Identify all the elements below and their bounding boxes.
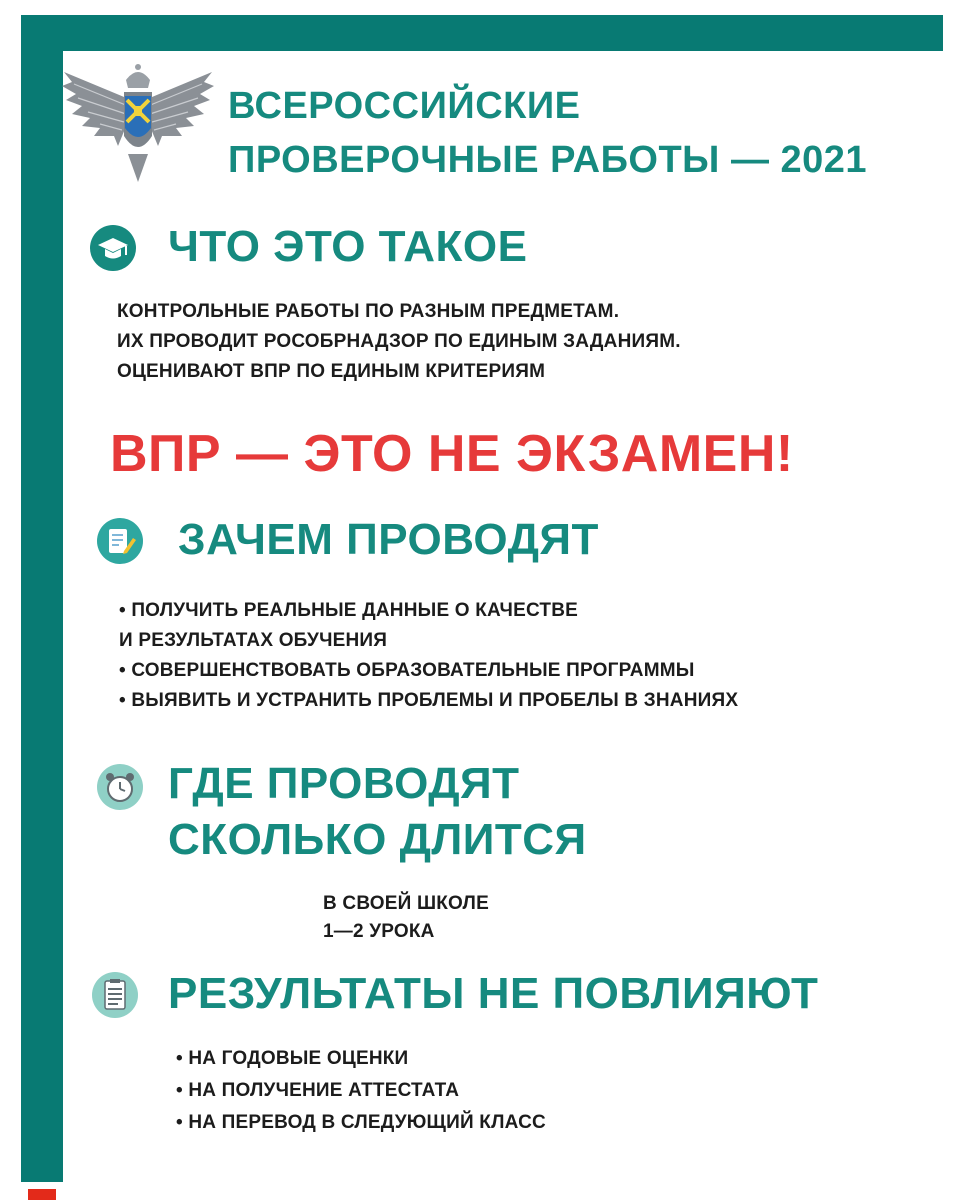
poster-title-line-2: ПРОВЕРОЧНЫЕ РАБОТЫ — 2021 xyxy=(228,139,868,181)
section-what-heading: ЧТО ЭТО ТАКОЕ xyxy=(168,222,528,271)
section-where-heading-line-1: ГДЕ ПРОВОДЯТ xyxy=(168,759,520,808)
what-line: ИХ ПРОВОДИТ РОСОБРНАДЗОР ПО ЕДИНЫМ ЗАДАНИЯМ. xyxy=(117,331,681,352)
list-item: • НА ПОЛУЧЕНИЕ АТТЕСТАТА xyxy=(176,1080,460,1101)
section-results-list xyxy=(176,1043,546,1139)
list-item: И РЕЗУЛЬТАТАХ ОБУЧЕНИЯ xyxy=(119,630,388,651)
checklist-icon xyxy=(92,972,138,1018)
where-line: 1—2 УРОКА xyxy=(323,921,435,942)
list-item: • НА ПЕРЕВОД В СЛЕДУЮЩИЙ КЛАСС xyxy=(176,1112,546,1133)
alarm-clock-icon xyxy=(97,764,143,810)
section-why-list xyxy=(119,596,738,716)
section-why-heading: ЗАЧЕМ ПРОВОДЯТ xyxy=(178,515,599,564)
list-item: • ВЫЯВИТЬ И УСТРАНИТЬ ПРОБЛЕМЫ И ПРОБЕЛЫ В ЗНАНИЯХ xyxy=(119,690,739,711)
section-where-icon-badge xyxy=(97,764,143,810)
poster-title-line-1: ВСЕРОССИЙСКИЕ xyxy=(228,85,581,127)
section-what-icon-badge xyxy=(90,225,136,271)
section-results-icon-badge xyxy=(92,972,138,1018)
section-what-text xyxy=(117,297,681,387)
section-where-heading-line-2: СКОЛЬКО ДЛИТСЯ xyxy=(168,815,587,864)
list-item: • СОВЕРШЕНСТВОВАТЬ ОБРАЗОВАТЕЛЬНЫЕ ПРОГРАММЫ xyxy=(119,660,695,681)
list-item: • НА ГОДОВЫЕ ОЦЕНКИ xyxy=(176,1048,409,1069)
section-why-icon-badge xyxy=(97,518,143,564)
section-where-text xyxy=(323,890,489,946)
not-exam-alert: ВПР — ЭТО НЕ ЭКЗАМЕН! xyxy=(110,425,794,483)
graduation-cap-icon xyxy=(90,225,136,271)
section-results-heading: РЕЗУЛЬТАТЫ НЕ ПОВЛИЯЮТ xyxy=(168,969,819,1018)
what-line: КОНТРОЛЬНЫЕ РАБОТЫ ПО РАЗНЫМ ПРЕДМЕТАМ. xyxy=(117,301,620,322)
rosobrnadzor-emblem-icon xyxy=(58,62,218,184)
corner-mark xyxy=(28,1189,56,1200)
what-line: ОЦЕНИВАЮТ ВПР ПО ЕДИНЫМ КРИТЕРИЯМ xyxy=(117,361,546,382)
where-line: В СВОЕЙ ШКОЛЕ xyxy=(323,893,489,914)
document-pencil-icon xyxy=(97,518,143,564)
list-item: • ПОЛУЧИТЬ РЕАЛЬНЫЕ ДАННЫЕ О КАЧЕСТВЕ xyxy=(119,600,579,621)
